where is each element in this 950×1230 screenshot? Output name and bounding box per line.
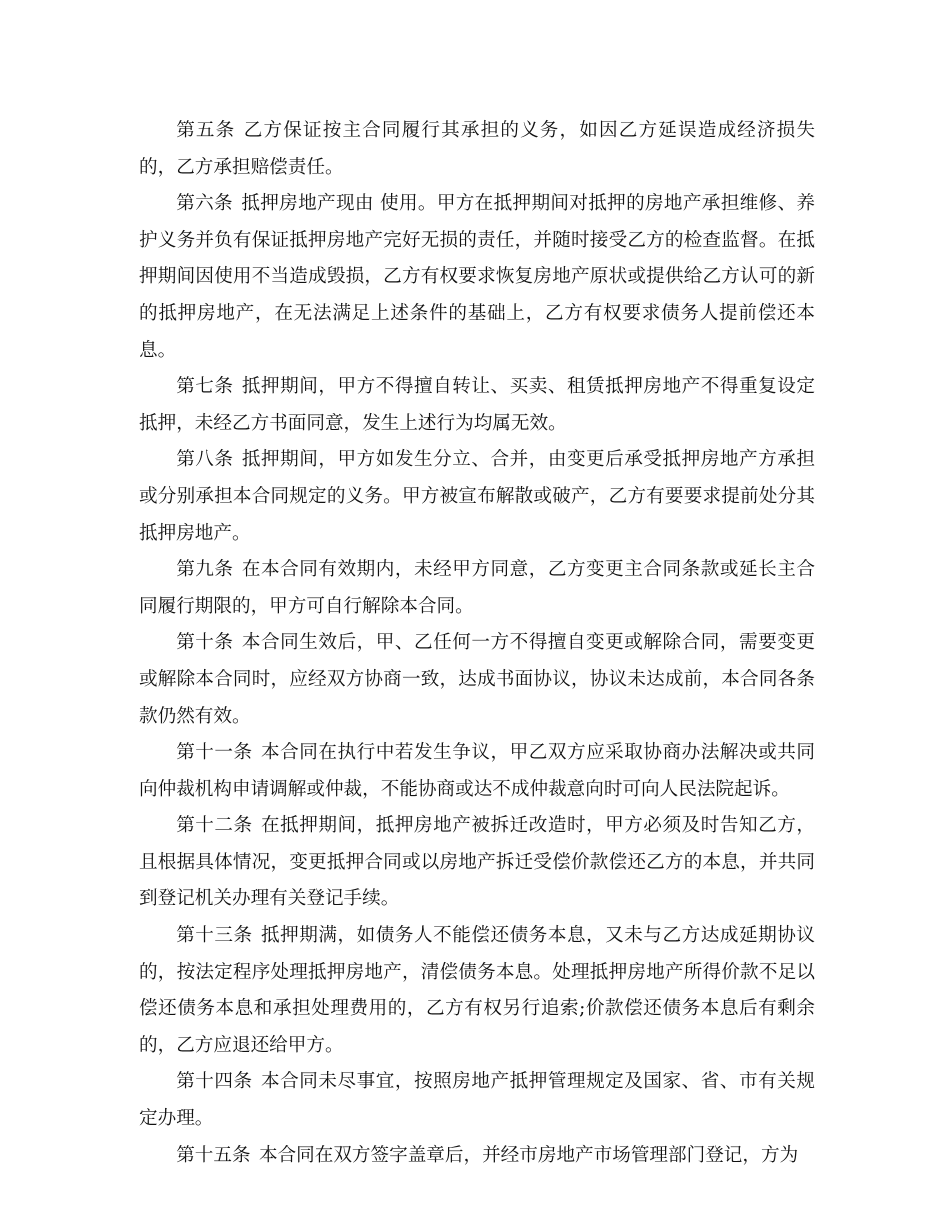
article-number: 第七条 bbox=[176, 376, 234, 398]
article-text: 本合同在执行中若发生争议，甲乙双方应采取协商办法解决或共同向仲裁机构申请调解或仲裁，不能协商或达不成仲裁意向时可向人民法院起诉。 bbox=[139, 742, 815, 800]
article-5 bbox=[139, 113, 815, 186]
article-number: 第八条 bbox=[176, 449, 234, 471]
article-6 bbox=[139, 186, 815, 369]
article-number: 第九条 bbox=[176, 559, 234, 581]
article-text: 在本合同有效期内，未经甲方同意，乙方变更主合同条款或延长主合同履行期限的，甲方可自行解除本合同。 bbox=[139, 559, 815, 617]
article-number: 第十四条 bbox=[176, 1071, 253, 1093]
article-number: 第十二条 bbox=[176, 815, 253, 837]
article-text: 抵押期满，如债务人不能偿还债务本息，又未与乙方达成延期协议的，按法定程序处理抵押房地产，清偿债务本息。处理抵押房地产所得价款不足以偿还债务本息和承担处理费用的，乙方有权另行追索;价款偿还债务本息后有剩余的，乙方应退还给甲方。 bbox=[139, 925, 815, 1056]
article-text: 在抵押期间，抵押房地产被拆迁改造时，甲方必须及时告知乙方，且根据具体情况，变更抵押合同或以房地产拆迁受偿价款偿还乙方的本息，并共同到登记机关办理有关登记手续。 bbox=[139, 815, 815, 910]
article-13 bbox=[139, 918, 815, 1064]
article-7 bbox=[139, 369, 815, 442]
article-text: 抵押期间，甲方如发生分立、合并，由变更后承受抵押房地产方承担或分别承担本合同规定的义务。甲方被宣布解散或破产，乙方有要要求提前处分其抵押房地产。 bbox=[139, 449, 815, 544]
article-14 bbox=[139, 1064, 815, 1137]
article-text: 抵押房地产现由 使用。甲方在抵押期间对抵押的房地产承担维修、养护义务并负有保证抵押房地产完好无损的责任，并随时接受乙方的检查监督。在抵押期间因使用不当造成毁损，乙方有权要求恢复房地产原状或提供给乙方认可的新的抵押房地产，在无法满足上述条件的基础上，乙方有权要求债务人提前偿还本息。 bbox=[139, 193, 815, 361]
article-number: 第五条 bbox=[176, 120, 236, 141]
article-10 bbox=[139, 625, 815, 735]
article-15 bbox=[139, 1138, 815, 1175]
article-12 bbox=[139, 808, 815, 918]
article-text: 本合同未尽事宜，按照房地产抵押管理规定及国家、省、市有关规定办理。 bbox=[139, 1071, 815, 1130]
article-8 bbox=[139, 442, 815, 552]
article-text: 本合同在双方签字盖章后，并经市房地产市场管理部门登记，方为 bbox=[258, 1144, 799, 1166]
article-text: 抵押期间，甲方不得擅自转让、买卖、租赁抵押房地产不得重复设定抵押，未经乙方书面同意，发生上述行为均属无效。 bbox=[139, 376, 815, 434]
article-number: 第十五条 bbox=[176, 1144, 251, 1166]
article-11 bbox=[139, 735, 815, 808]
article-number: 第十三条 bbox=[176, 925, 253, 947]
article-9 bbox=[139, 552, 815, 625]
article-number: 第十条 bbox=[176, 632, 234, 654]
article-text: 本合同生效后，甲、乙任何一方不得擅自变更或解除合同，需要变更或解除本合同时，应经双方协商一致，达成书面协议，协议未达成前，本合同各条款仍然有效。 bbox=[139, 632, 815, 727]
article-number: 第六条 bbox=[176, 193, 233, 215]
document-body bbox=[139, 113, 815, 1174]
article-text: 乙方保证按主合同履行其承担的义务，如因乙方延误造成经济损失的，乙方承担赔偿责任。 bbox=[139, 120, 815, 178]
article-number: 第十一条 bbox=[176, 742, 253, 764]
